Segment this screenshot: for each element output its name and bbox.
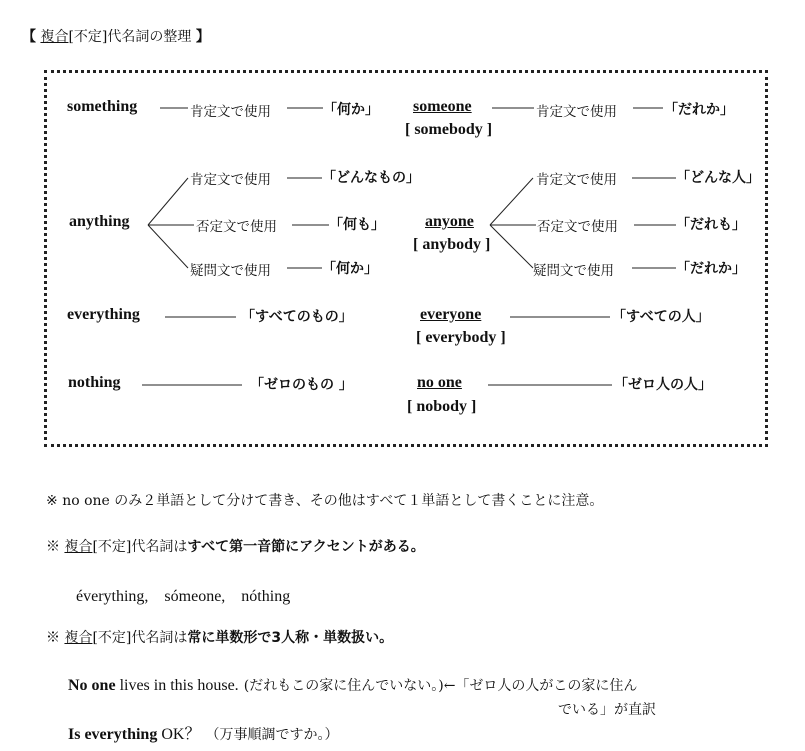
example-1-rest: lives in this house. [115, 677, 239, 694]
meaning-everyone: 「すべての人」 [612, 309, 710, 325]
meaning-nothing: 「ゼロのもの 」 [250, 377, 353, 393]
note-3-plain: [不定]代名詞は [92, 630, 188, 646]
note-1-mark: ※ [46, 493, 58, 509]
word-everything: everything [67, 306, 140, 323]
example-1-translation: (だれもこの家に住んでいない。)←「ゼロ人の人がこの家に住ん [243, 678, 638, 694]
note-3-bold: 常に単数形で3人称・単数扱い。 [187, 630, 394, 646]
meaning-anyone-2: 「だれも」 [676, 217, 746, 233]
usage-anyone-1: 肯定文で使用 [536, 172, 617, 188]
meaning-someone: 「だれか」 [664, 102, 734, 118]
meaning-no-one: 「ゼロ人の人」 [614, 377, 712, 393]
title-bracket-open: 【 [22, 29, 36, 45]
usage-anything-2: 否定文で使用 [196, 219, 277, 235]
note-3 [46, 627, 393, 647]
meaning-anything-3: 「何か」 [322, 261, 378, 277]
meaning-anything-1: 「どんなもの」 [322, 170, 420, 186]
title-underlined: 複合 [40, 29, 69, 45]
note-1 [46, 490, 603, 510]
meaning-anything-2: 「何も」 [329, 217, 385, 233]
note-2-plain: [不定]代名詞は [92, 539, 188, 555]
note-3-underlined: 複合 [64, 630, 93, 646]
usage-anyone-2: 否定文で使用 [537, 219, 618, 235]
word-anyone: anyone [425, 213, 474, 230]
word-someone: someone [413, 98, 472, 115]
note-3-mark: ※ [46, 630, 60, 646]
meaning-anyone-3: 「だれか」 [676, 261, 746, 277]
example-1-bold: No one [68, 677, 116, 694]
example-1 [68, 675, 637, 695]
usage-something: 肯定文で使用 [190, 104, 271, 120]
example-2-bold: Is everything [68, 726, 158, 743]
line-anything-fan-1 [148, 178, 188, 225]
alt-anyone: [ anybody ] [413, 236, 491, 253]
alt-someone: [ somebody ] [405, 121, 493, 138]
usage-anyone-3: 疑問文で使用 [533, 263, 614, 279]
alt-everyone: [ everybody ] [416, 329, 506, 346]
example-1-translation-cont: でいる」が直訳 [558, 702, 656, 718]
note-2-bold: すべて第一音節にアクセントがある。 [187, 539, 425, 555]
word-everyone: everyone [420, 306, 482, 323]
meaning-everything: 「すべてのもの」 [241, 309, 353, 325]
word-nothing: nothing [68, 374, 121, 391]
usage-someone: 肯定文で使用 [536, 104, 617, 120]
alt-no-one: [ nobody ] [407, 398, 477, 415]
example-2 [68, 721, 339, 744]
word-something: something [67, 98, 138, 115]
usage-anything-1: 肯定文で使用 [190, 172, 271, 188]
line-anything-fan-3 [148, 225, 188, 268]
note-2-underlined: 複合 [64, 539, 93, 555]
word-no-one: no one [417, 374, 462, 391]
note-2 [46, 536, 425, 556]
line-anyone-fan-1 [490, 178, 533, 225]
example-2-translation: （万事順調ですか。） [205, 727, 339, 743]
title-rest: [不定]代名詞の整理 [68, 29, 192, 45]
example-2-rest: OK？ [157, 726, 201, 743]
title-bracket-close: 】 [195, 29, 210, 45]
line-anyone-fan-3 [490, 225, 533, 268]
meaning-anyone-1: 「どんな人」 [676, 170, 760, 186]
usage-anything-3: 疑問文で使用 [190, 263, 271, 279]
note-2-mark: ※ [46, 539, 60, 555]
word-anything: anything [69, 213, 130, 230]
meaning-something: 「何か」 [323, 102, 379, 118]
note-1-text: no one のみ２単語として分けて書き、その他はすべて１単語として書くことに注意。 [62, 493, 604, 509]
accent-examples: éverything, sómeone, nóthing [76, 588, 291, 605]
